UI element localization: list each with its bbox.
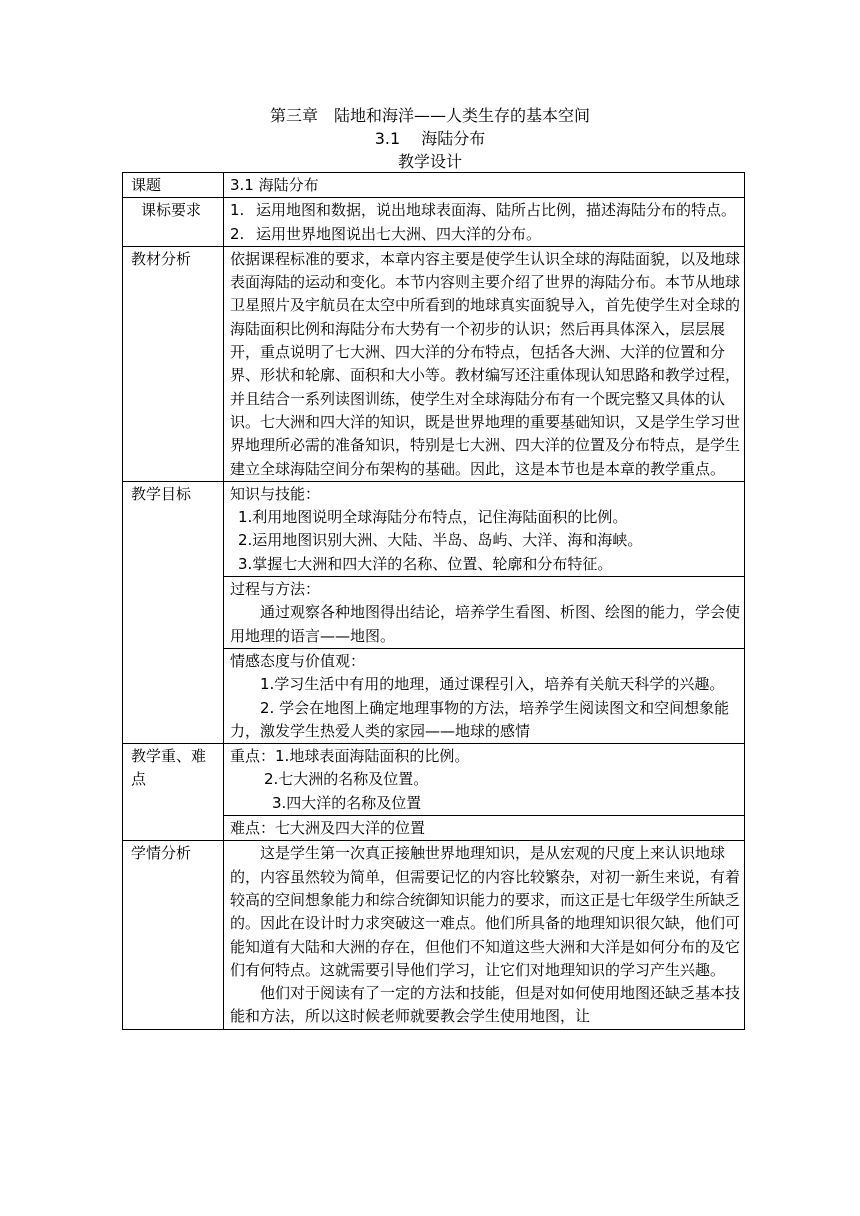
value-process xyxy=(224,577,745,649)
list-text: 运用地图和数据，说出地球表面海、陆所占比例，描述海陆分布的特点。 xyxy=(256,201,737,220)
row-learner xyxy=(123,841,745,1029)
value-analysis: 依据课程标准的要求，本章内容主要是使学生认识全球的海陆面貌，以及地球表面海陆的运动和变化。本节内容则主要介绍了世界的海陆分布。本节从地球卫星照片及宇航员在太空中所看到的地球真实面貌导入，首先使学生对全球的海陆面积比例和海陆分布大势有一个初步的认识；然后再具体深入，层层展开，重点说明了七大洲、四大洋的分布特点，包括各大洲、大洋的位置和分界、形状和轮廓、面积和大小等。教材编写还注重体现认知思路和教学过程，并且结合一系列读图训练，使学生对全球海陆分布有一个既完整又具体的认识。七大洲和四大洋的知识，既是世界地理的重要基础知识，又是学生学习世界地理所必需的准备知识，特别是七大洲、四大洋的位置及分布特点，是学生建立全球海陆空间分布架构的基础。因此，这是本节也是本章的教学重点。 xyxy=(224,246,745,481)
row-topic xyxy=(123,173,745,198)
section-title: 3.1 海陆分布 xyxy=(374,129,486,148)
list-item: 1.利用地图说明全球海陆分布特点，记住海陆面积的比例。 xyxy=(238,508,628,527)
process-text: 通过观察各种地图得出结论，培养学生看图、析图、绘图的能力，学会使用地理的语言——地图。 xyxy=(230,603,741,645)
list-item xyxy=(230,223,740,246)
label-standards: 课标要求 xyxy=(123,198,224,247)
row-objectives-knowledge xyxy=(123,481,745,576)
value-key-points xyxy=(224,744,745,816)
chapter-title: 第三章 陆地和海洋——人类生存的基本空间 xyxy=(269,106,590,125)
value-difficulty: 难点：七大洲及四大洋的位置 xyxy=(224,816,745,841)
value-knowledge xyxy=(224,481,745,576)
list-item xyxy=(230,199,740,222)
row-analysis xyxy=(123,246,745,481)
label-learner: 学情分析 xyxy=(123,841,224,1029)
list-item: 3.掌握七大洲和四大洋的名称、位置、轮廓和分布特征。 xyxy=(238,554,613,573)
label-topic: 课题 xyxy=(123,173,224,198)
learner-paragraph: 他们对于阅读有了一定的方法和技能，但是对如何使用地图还缺乏基本技能和方法，所以这时候老师就要教会学生使用地图，让 xyxy=(230,984,741,1026)
list-item: 2.七大洲的名称及位置。 xyxy=(264,770,429,789)
list-item: 1.地球表面海陆面积的比例。 xyxy=(275,747,470,766)
knowledge-heading: 知识与技能： xyxy=(230,484,321,503)
value-topic: 3.1 海陆分布 xyxy=(224,173,745,198)
value-attitude xyxy=(224,648,745,743)
label-analysis: 教材分析 xyxy=(123,246,224,481)
list-item: 2. 学会在地图上确定地理事物的方法，培养学生阅读图文和空间想象能力，激发学生热爱人类的家园——地球的感情 xyxy=(230,698,730,740)
doc-type-title: 教学设计 xyxy=(397,152,462,171)
process-heading: 过程与方法： xyxy=(230,580,321,599)
list-number: 1. xyxy=(230,201,245,220)
list-item: 2.运用地图识别大洲、大陆、半岛、岛屿、大洋、海和海峡。 xyxy=(238,531,643,550)
list-item: 1.学习生活中有用的地理，通过课程引入，培养有关航天科学的兴趣。 xyxy=(260,675,725,694)
learner-paragraph: 这是学生第一次真正接触世界地理知识，是从宏观的尺度上来认识地球的，内容虽然较为简单，但需要记忆的内容比较繁杂，对初一新生来说，有着较高的空间想象能力和综合统御知识能力的要求，而这正是七年级学生所缺乏的。因此在设计时力求突破这一难点。他们所具备的地理知识很欠缺，他们可能知道有大陆和大洲的存在，但他们不知道这些大洲和大洋是如何分布的及它们有何特点。这就需要引导他们学习，让它们对地理知识的学习产生兴趣。 xyxy=(230,844,741,979)
list-item: 3.四大洋的名称及位置 xyxy=(272,793,422,812)
value-learner xyxy=(224,841,745,1029)
document-header xyxy=(0,104,860,173)
list-text: 运用世界地图说出七大洲、四大洋的分布。 xyxy=(256,224,542,243)
list-number: 2. xyxy=(230,224,245,243)
key-heading: 重点： xyxy=(230,747,276,766)
lesson-plan-table xyxy=(122,172,745,1030)
row-standards xyxy=(123,198,745,247)
label-objectives: 教学目标 xyxy=(123,481,224,743)
row-key-points xyxy=(123,744,745,816)
attitude-heading: 情感态度与价值观： xyxy=(230,651,366,670)
value-standards xyxy=(224,198,745,247)
label-key-points: 教学重、难点 xyxy=(123,744,224,841)
